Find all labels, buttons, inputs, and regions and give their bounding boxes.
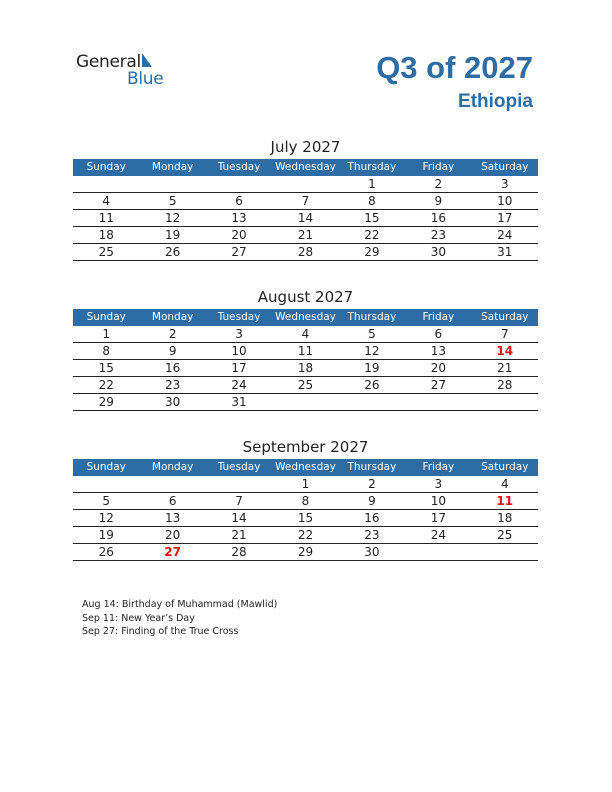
day-cell: 29 [339,244,405,261]
day-cell: 16 [405,210,471,227]
month-grid [73,159,538,261]
weekday-header: Monday [139,309,205,326]
day-cell: 17 [405,510,471,527]
empty-day-cell [405,544,471,561]
day-cell: 10 [472,193,538,210]
weekday-header: Tuesday [206,159,272,176]
day-cell: 3 [472,176,538,193]
empty-day-cell [272,176,338,193]
day-cell: 19 [339,360,405,377]
day-cell: 11 [272,343,338,360]
weekday-header: Monday [139,459,205,476]
day-cell: 5 [73,493,139,510]
day-cell: 13 [405,343,471,360]
empty-day-cell [472,544,538,561]
page-title: Q3 of 2027 [376,50,533,85]
day-cell: 7 [206,493,272,510]
holiday-list [82,598,277,639]
day-cell: 2 [139,326,205,343]
weekday-header: Wednesday [272,159,338,176]
weekday-header: Monday [139,159,205,176]
day-cell: 21 [272,227,338,244]
month-title: July 2027 [270,138,341,156]
holiday-day-cell: 11 [472,493,538,510]
day-cell: 12 [139,210,205,227]
day-cell: 16 [339,510,405,527]
day-cell: 11 [73,210,139,227]
day-cell: 2 [405,176,471,193]
empty-day-cell [139,476,205,493]
weekday-header: Wednesday [272,309,338,326]
day-cell: 19 [139,227,205,244]
weekday-header: Saturday [472,309,538,326]
day-cell: 24 [405,527,471,544]
day-cell: 26 [73,544,139,561]
holiday-item: Aug 14: Birthday of Muhammad (Mawlid) [82,599,278,610]
day-cell: 6 [405,326,471,343]
day-cell: 24 [472,227,538,244]
day-cell: 16 [139,360,205,377]
day-cell: 14 [272,210,338,227]
day-cell: 9 [405,193,471,210]
weekday-header: Wednesday [272,459,338,476]
day-cell: 29 [272,544,338,561]
holiday-day-cell: 27 [139,544,205,561]
day-cell: 28 [272,244,338,261]
weekday-header: Thursday [339,459,405,476]
day-cell: 6 [206,193,272,210]
day-cell: 1 [73,326,139,343]
logo-text-blue: Blue [127,69,164,89]
day-cell: 9 [139,343,205,360]
day-cell: 4 [272,326,338,343]
day-cell: 15 [73,360,139,377]
day-cell: 21 [472,360,538,377]
day-cell: 5 [139,193,205,210]
empty-day-cell [272,394,338,411]
empty-day-cell [206,476,272,493]
month-july [73,136,538,261]
logo-triangle-icon [142,53,152,67]
day-cell: 17 [206,360,272,377]
empty-day-cell [339,394,405,411]
day-cell: 3 [206,326,272,343]
weekday-header: Friday [405,309,471,326]
logo-text-general: General [76,52,141,72]
weekday-header: Sunday [73,159,139,176]
day-cell: 4 [73,193,139,210]
day-cell: 26 [139,244,205,261]
day-cell: 18 [73,227,139,244]
day-cell: 22 [339,227,405,244]
holiday-item: Sep 11: New Year’s Day [82,612,195,624]
day-cell: 10 [405,493,471,510]
month-title: September 2027 [242,438,369,456]
month-august [73,286,538,411]
day-cell: 23 [339,527,405,544]
day-cell: 28 [472,377,538,394]
day-cell: 15 [272,510,338,527]
day-cell: 20 [405,360,471,377]
day-cell: 4 [472,476,538,493]
day-cell: 23 [139,377,205,394]
day-cell: 1 [339,176,405,193]
day-cell: 19 [73,527,139,544]
day-cell: 25 [272,377,338,394]
empty-day-cell [472,394,538,411]
day-cell: 18 [472,510,538,527]
day-cell: 25 [472,527,538,544]
empty-day-cell [139,176,205,193]
weekday-header: Sunday [73,309,139,326]
day-cell: 20 [206,227,272,244]
day-cell: 2 [339,476,405,493]
weekday-header: Tuesday [206,459,272,476]
day-cell: 25 [73,244,139,261]
month-grid [73,459,538,561]
day-cell: 28 [206,544,272,561]
day-cell: 8 [339,193,405,210]
day-cell: 17 [472,210,538,227]
country-name: Ethiopia [458,91,533,112]
day-cell: 13 [139,510,205,527]
day-cell: 1 [272,476,338,493]
day-cell: 22 [73,377,139,394]
day-cell: 31 [206,394,272,411]
day-cell: 27 [206,244,272,261]
day-cell: 24 [206,377,272,394]
day-cell: 7 [472,326,538,343]
weekday-header: Thursday [339,159,405,176]
day-cell: 15 [339,210,405,227]
month-grid [73,309,538,411]
holiday-day-cell: 14 [472,343,538,360]
day-cell: 12 [339,343,405,360]
holiday-item: Sep 27: Finding of the True Cross [82,626,239,637]
empty-day-cell [73,476,139,493]
day-cell: 26 [339,377,405,394]
day-cell: 10 [206,343,272,360]
day-cell: 23 [405,227,471,244]
weekday-header: Tuesday [206,309,272,326]
month-title: August 2027 [257,288,354,306]
day-cell: 9 [339,493,405,510]
day-cell: 3 [405,476,471,493]
day-cell: 5 [339,326,405,343]
day-cell: 8 [272,493,338,510]
day-cell: 13 [206,210,272,227]
day-cell: 6 [139,493,205,510]
weekday-header: Friday [405,159,471,176]
day-cell: 22 [272,527,338,544]
day-cell: 27 [405,377,471,394]
day-cell: 31 [472,244,538,261]
day-cell: 30 [139,394,205,411]
weekday-header: Sunday [73,459,139,476]
day-cell: 21 [206,527,272,544]
month-september [73,436,538,561]
day-cell: 14 [206,510,272,527]
day-cell: 30 [405,244,471,261]
weekday-header: Saturday [472,159,538,176]
day-cell: 29 [73,394,139,411]
empty-day-cell [73,176,139,193]
weekday-header: Thursday [339,309,405,326]
day-cell: 7 [272,193,338,210]
weekday-header: Friday [405,459,471,476]
day-cell: 20 [139,527,205,544]
day-cell: 8 [73,343,139,360]
day-cell: 18 [272,360,338,377]
weekday-header: Saturday [472,459,538,476]
empty-day-cell [405,394,471,411]
empty-day-cell [206,176,272,193]
day-cell: 12 [73,510,139,527]
day-cell: 30 [339,544,405,561]
